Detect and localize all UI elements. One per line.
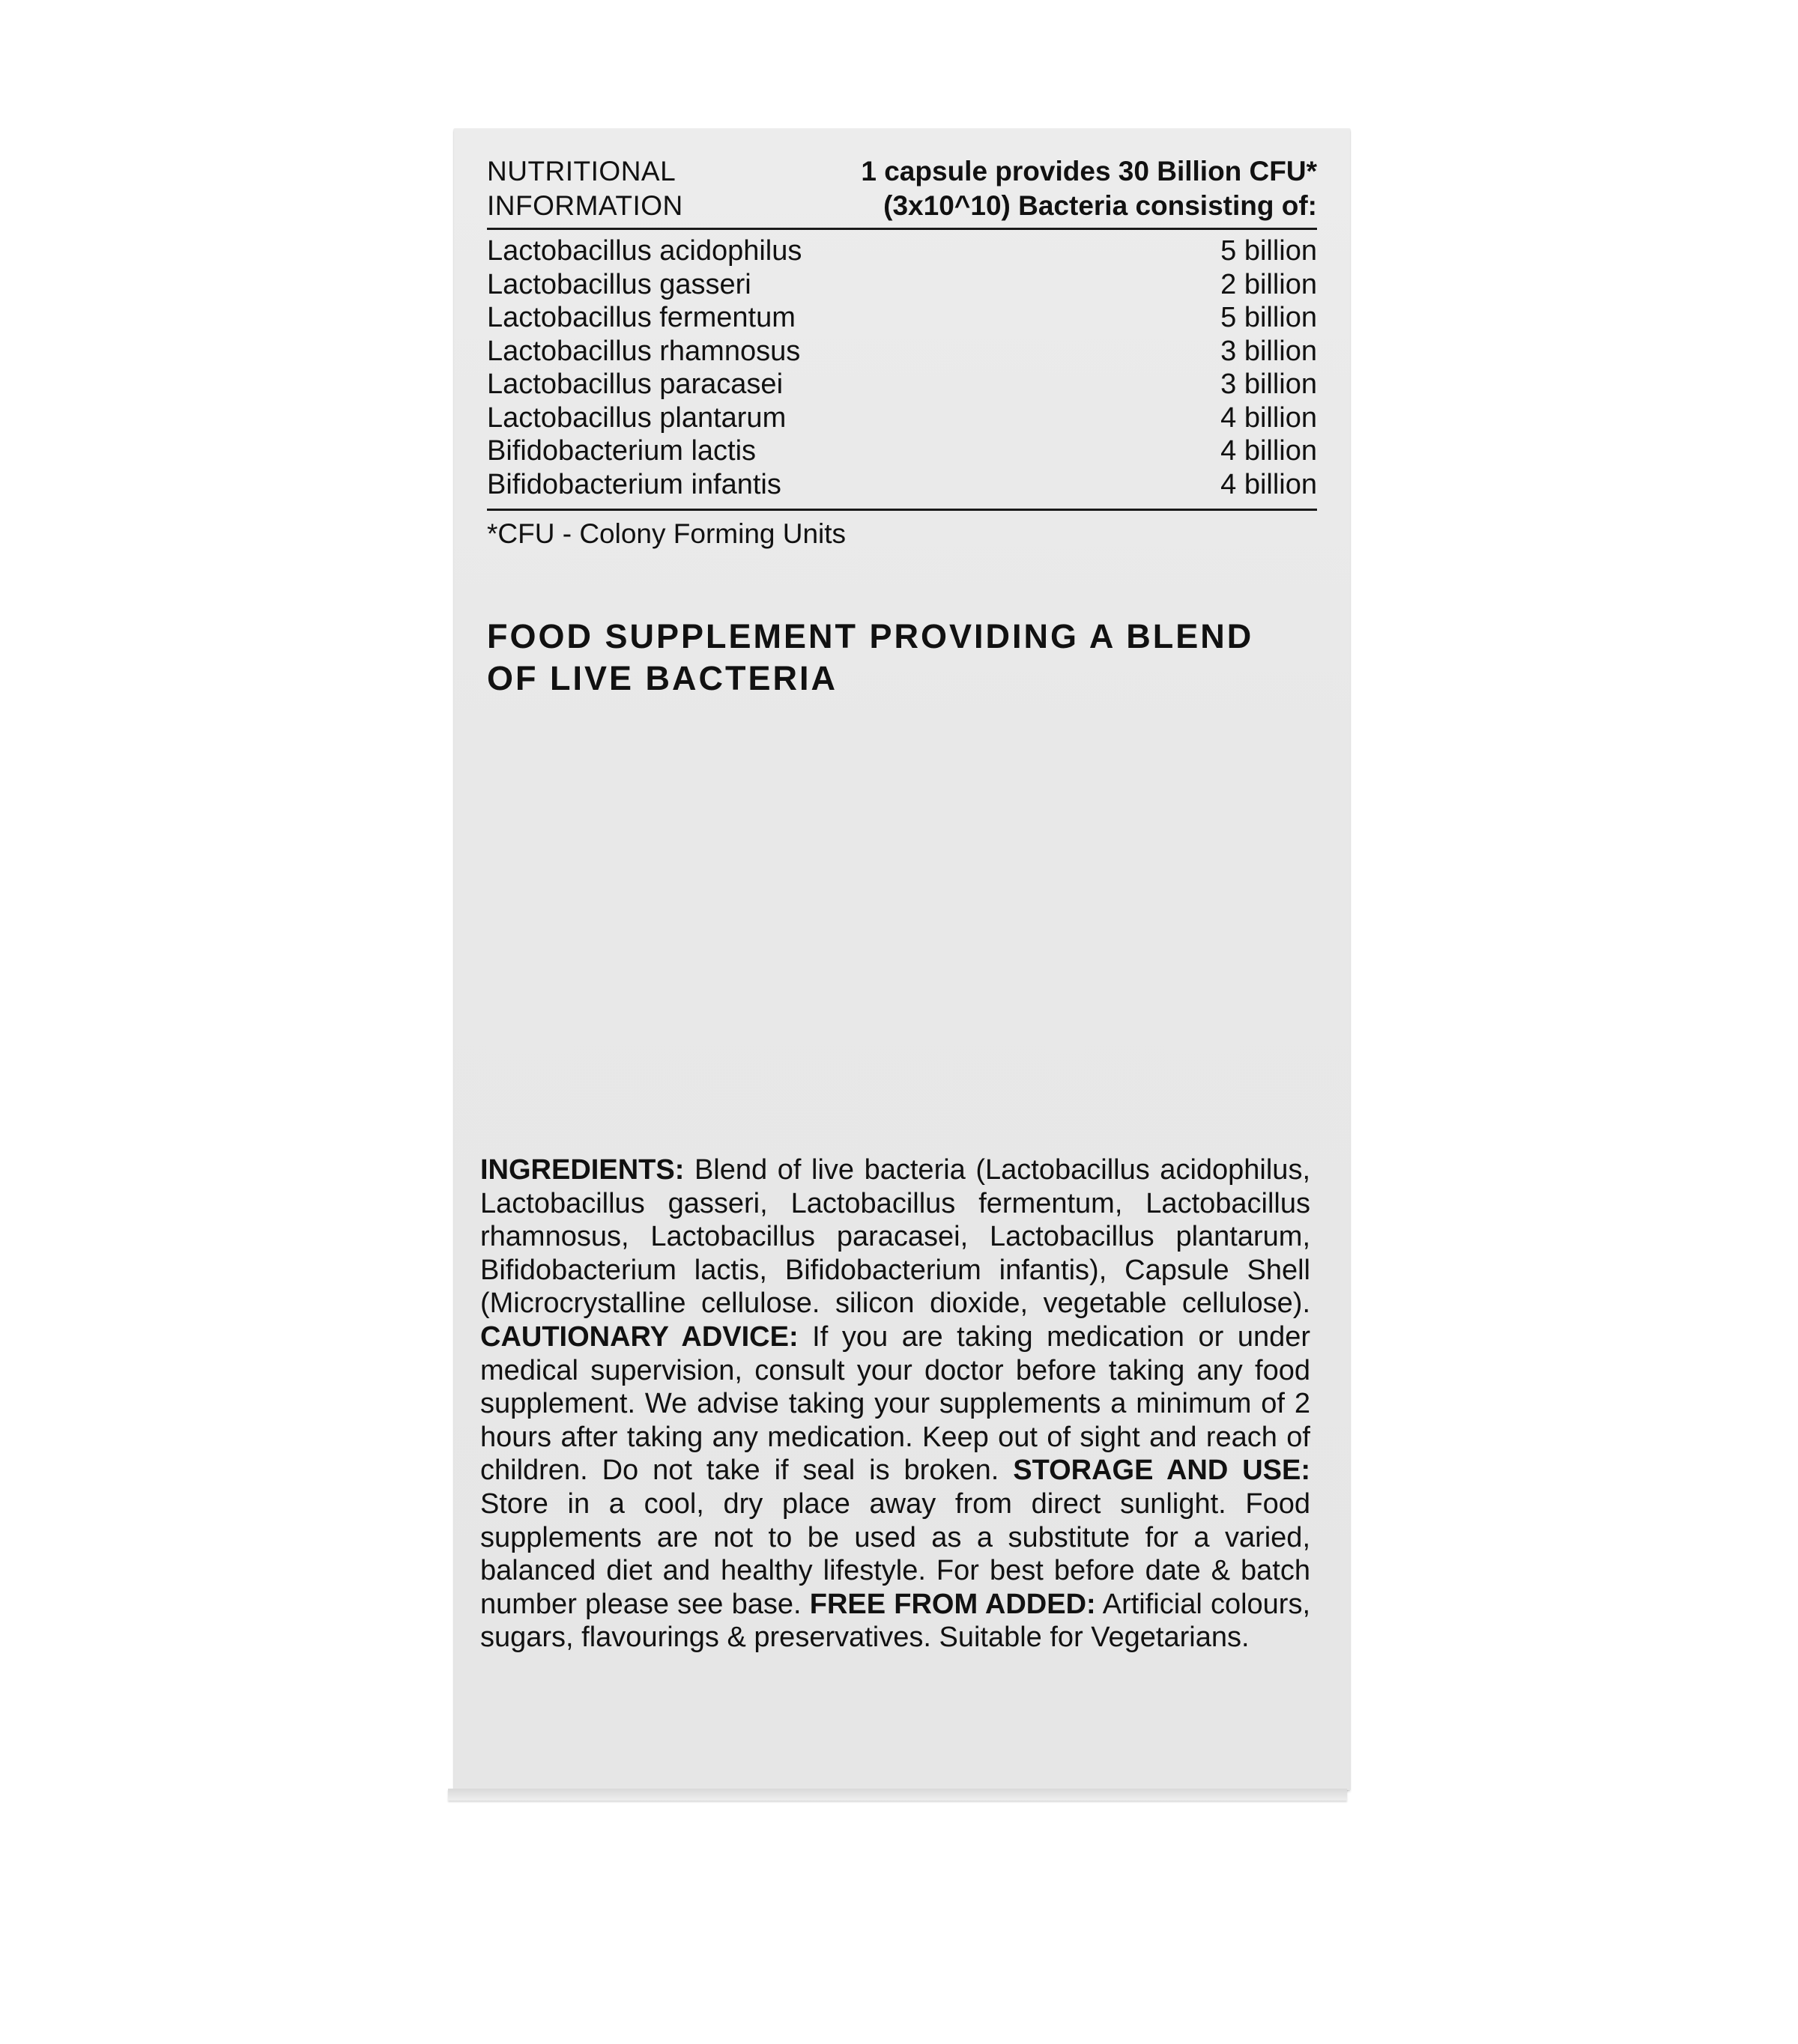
strain-amount: 2 billion [1220,268,1317,300]
nutritional-information-table [487,154,1317,551]
strain-name: Lactobacillus paracasei [487,369,784,400]
product-headline [487,616,1317,700]
strain-name: Lactobacillus rhamnosus [487,335,801,367]
strain-name: Bifidobacterium lactis [487,435,757,467]
strain-name: Lactobacillus plantarum [487,401,787,434]
ingredients-and-advice-text [480,1153,1310,1655]
free-from-added-label: FREE FROM ADDED: [809,1588,1096,1620]
strain-name: Lactobacillus acidophilus [487,235,802,267]
capsule-provides-text [861,154,1317,223]
cautionary-advice-text: If you are taking medication or under medical supervision, consult your doctor before taking any food supplement. We advise taking your supplements a minimum of 2 hours after taking any medication. Keep out of sight and reach of children. Do not take if seal is broken. [480,1320,1311,1487]
headline-line1: FOOD SUPPLEMENT PROVIDING A BLEND [487,617,1254,655]
strain-amount: 5 billion [1220,235,1317,267]
strain-name: Bifidobacterium infantis [487,468,781,500]
provides-line1: 1 capsule provides 30 Billion CFU* [861,156,1317,186]
strain-amount: 3 billion [1220,369,1317,400]
strain-list [487,230,1317,511]
storage-and-use-text: Store in a cool, dry place away from direct sunlight. Food supplements are not to be used as a substitute for a varied, balanced diet and healthy lifestyle. For best before date & batch number please see base. [480,1487,1310,1620]
strain-amount: 4 billion [1220,401,1317,434]
strain-amount: 3 billion [1220,335,1317,367]
strain-amount: 5 billion [1220,302,1317,333]
nutritional-label [487,154,742,223]
provides-line2: (3x10^10) Bacteria consisting of: [883,190,1317,221]
strain-amount: 4 billion [1220,468,1317,500]
ingredients-label: INGREDIENTS: [480,1154,685,1186]
cfu-footnote: *CFU - Colony Forming Units [487,518,847,549]
strain-row [487,301,1317,335]
nutritional-header [487,154,1317,230]
strain-row [487,268,1317,302]
strain-row [487,368,1317,401]
strain-row [487,335,1317,369]
supplement-box-back-panel [454,129,1350,1790]
cautionary-advice-label: CAUTIONARY ADVICE: [480,1320,799,1353]
strain-row [487,401,1317,435]
strain-name: Lactobacillus gasseri [487,268,751,300]
strain-row [487,434,1317,468]
headline-line2: OF LIVE BACTERIA [487,659,838,697]
nutritional-label-line2: INFORMATION [487,190,683,221]
free-from-added-text: Artificial colours, sugars, flavourings & preservatives. Suitable for Vegetarians. [480,1588,1310,1654]
strain-name: Lactobacillus fermentum [487,302,796,333]
storage-and-use-label: STORAGE AND USE: [1013,1455,1311,1487]
strain-row [487,468,1317,502]
strain-amount: 4 billion [1220,435,1317,467]
ingredients-text: Blend of live bacteria (Lactobacillus acidophilus, Lactobacillus gasseri, Lactobacillus fermentum, Lactobacillus rhamnosus, Lactobacillus paracasei, Lactobacillus plantarum, Bifidobacterium lactis, Bifidobacterium infantis), Capsule Shell (Microcrystalline cellulose. silicon dioxide, vegetable cellulose). [480,1154,1310,1320]
nutritional-label-line1: NUTRITIONAL [487,156,676,186]
strain-row [487,234,1317,268]
